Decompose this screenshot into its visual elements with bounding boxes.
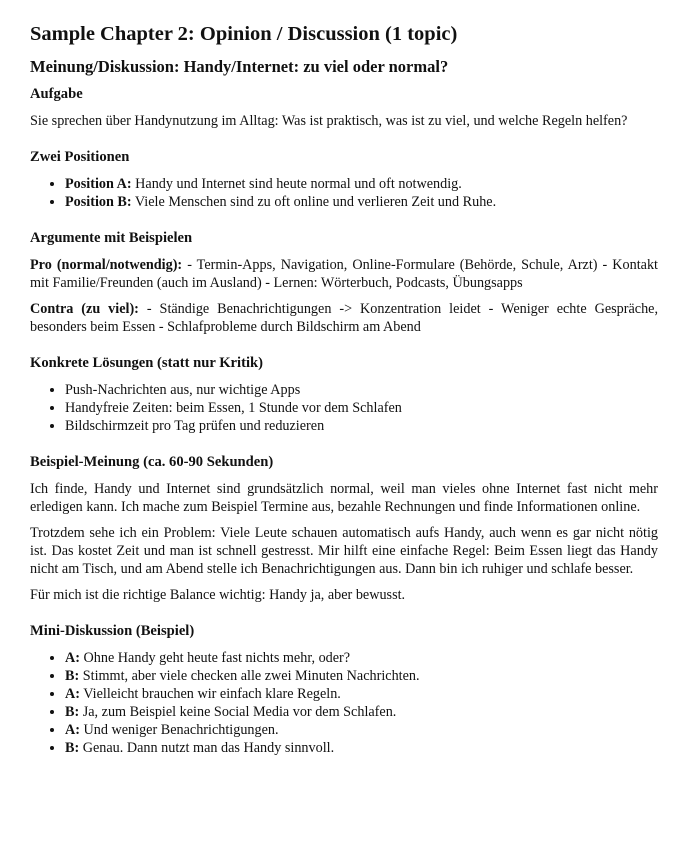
meinung-paragraph: Trotzdem sehe ich ein Problem: Viele Leute schauen automatisch aufs Handy, auch wenn es gar nicht nötig ist. Das kostet Zeit und man ist schnell gestresst. Mir hilft eine einfache Regel: Beim Essen liegt das Handy nicht am Tisch, und am Abend stelle ich Benachrichtigungen aus. Dann bin ich ruhiger und schlafe besser. bbox=[30, 525, 658, 577]
speaker: B: bbox=[65, 740, 80, 756]
diskussion-list bbox=[30, 649, 658, 757]
loesungen-section bbox=[30, 354, 658, 435]
list-item bbox=[65, 175, 658, 193]
line-text: Vielleicht brauchen wir einfach klare Regeln. bbox=[83, 686, 341, 702]
contra-paragraph bbox=[30, 300, 658, 336]
topic-heading: Meinung/Diskussion: Handy/Internet: zu viel oder normal? bbox=[30, 57, 449, 76]
speaker: A: bbox=[65, 722, 80, 738]
line-text: Ja, zum Beispiel keine Social Media vor dem Schlafen. bbox=[82, 704, 397, 720]
dialogue-line bbox=[65, 649, 658, 667]
pro-label: Pro (normal/notwendig): bbox=[30, 257, 183, 273]
argumente-heading: Argumente mit Beispielen bbox=[30, 230, 193, 246]
positionen-section bbox=[30, 148, 658, 211]
item-label: Position B: bbox=[65, 194, 132, 210]
positionen-list bbox=[30, 175, 658, 211]
list-item: • Handyfreie Zeiten: beim Essen, 1 Stunde vor dem Schlafen bbox=[65, 399, 658, 417]
item-text: Handy und Internet sind heute normal und oft notwendig. bbox=[135, 176, 462, 192]
pro-paragraph bbox=[30, 256, 658, 292]
meinung-paragraph: Für mich ist die richtige Balance wichtig: Handy ja, aber bewusst. bbox=[30, 587, 406, 603]
meinung-section bbox=[30, 453, 658, 604]
diskussion-section bbox=[30, 622, 658, 757]
list-item bbox=[65, 193, 658, 211]
list-item: • Push-Nachrichten aus, nur wichtige Apps bbox=[65, 381, 658, 399]
dialogue-line bbox=[65, 739, 658, 757]
dialogue-line bbox=[65, 667, 658, 685]
speaker: B: bbox=[65, 704, 80, 720]
speaker: A: bbox=[65, 650, 80, 666]
pro-text: - Termin-Apps, Navigation, Online-Formulare (Behörde, Schule, Arzt) - Kontakt mit Familie/Freunden (auch im Ausland) - Lernen: Wörterbuch, Podcasts, Übungsapps bbox=[30, 257, 658, 291]
speaker: B: bbox=[65, 668, 80, 684]
loesungen-list bbox=[30, 381, 658, 435]
dialogue-line bbox=[65, 703, 658, 721]
dialogue-line bbox=[65, 721, 658, 739]
contra-label: Contra (zu viel): bbox=[30, 301, 139, 317]
meinung-paragraph: Ich finde, Handy und Internet sind grundsätzlich normal, weil man vieles ohne Internet fast nicht mehr erledigen kann. Ich mache zum Beispiel Termine aus, bezahle Rechnungen und finde Informationen online. bbox=[30, 481, 658, 515]
aufgabe-text: Sie sprechen über Handynutzung im Alltag: Was ist praktisch, was ist zu viel, und welche Regeln helfen? bbox=[30, 113, 628, 129]
list-item: • Bildschirmzeit pro Tag prüfen und reduzieren bbox=[65, 417, 658, 435]
dialogue-line bbox=[65, 685, 658, 703]
speaker: A: bbox=[65, 686, 80, 702]
positionen-heading: Zwei Positionen bbox=[30, 149, 130, 165]
contra-text: - Ständige Benachrichtigungen -> Konzentration leidet - Weniger echte Gespräche, besonders beim Essen - Schlafprobleme durch Bildschirm am Abend bbox=[30, 301, 659, 335]
meinung-heading: Beispiel-Meinung (ca. 60-90 Sekunden) bbox=[30, 454, 274, 470]
item-text: Viele Menschen sind zu oft online und verlieren Zeit und Ruhe. bbox=[134, 194, 497, 210]
line-text: Genau. Dann nutzt man das Handy sinnvoll. bbox=[82, 740, 335, 756]
diskussion-heading: Mini-Diskussion (Beispiel) bbox=[30, 623, 195, 639]
line-text: Ohne Handy geht heute fast nichts mehr, oder? bbox=[83, 650, 351, 666]
argumente-section bbox=[30, 229, 658, 336]
line-text: Und weniger Benachrichtigungen. bbox=[83, 722, 279, 738]
aufgabe-heading: Aufgabe bbox=[30, 86, 83, 102]
item-label: Position A: bbox=[65, 176, 132, 192]
content bbox=[30, 22, 658, 757]
line-text: Stimmt, aber viele checken alle zwei Minuten Nachrichten. bbox=[82, 668, 420, 684]
loesungen-heading: Konkrete Lösungen (statt nur Kritik) bbox=[30, 355, 263, 371]
chapter-title: Sample Chapter 2: Opinion / Discussion (1 topic) bbox=[30, 23, 458, 45]
